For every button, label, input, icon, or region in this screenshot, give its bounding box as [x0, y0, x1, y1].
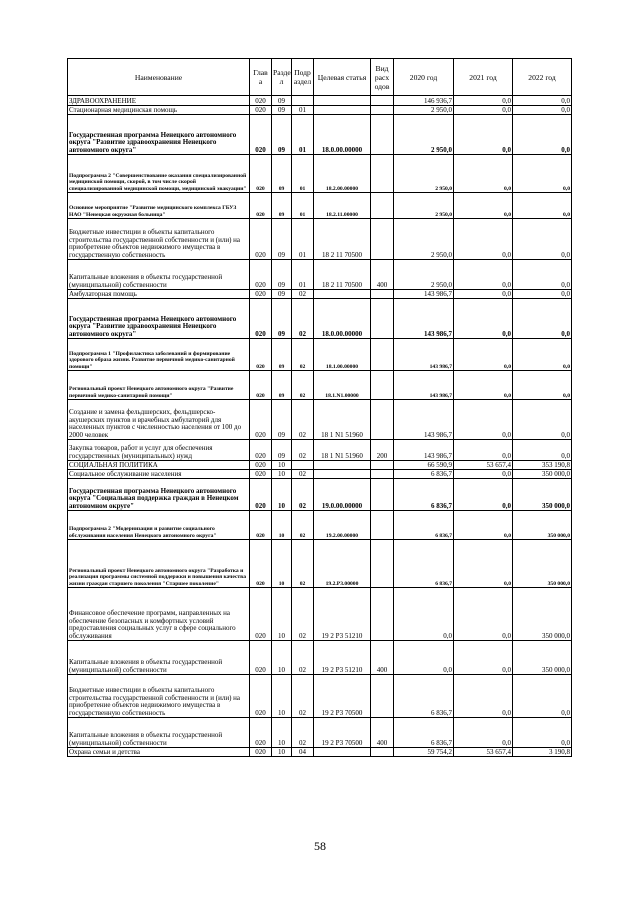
row-target-article: 18.0.00.00000	[314, 299, 371, 339]
row-subsection: 01	[292, 219, 314, 260]
row-value-2020: 59 754,2	[394, 748, 454, 757]
row-value-2022: 350 000,0	[513, 470, 572, 479]
row-name: Бюджетные инвестиции в объекты капитального строительства государственной собственности и (или) на приобретение объектов недвижимого имущества в государственную собственность	[68, 675, 250, 718]
row-name: Финансовое обеспечение программ, направленных на обеспечение безопасных и комфортных условий предоставления социальных услуг в сфере социального обслуживания	[68, 588, 250, 641]
row-name: Подпрограмма 2 "Модернизация и развитие социального обслуживания населения Ненецкого автономного округа"	[68, 511, 250, 540]
row-subsection: 02	[292, 641, 314, 675]
row-value-2021: 0,0	[454, 193, 513, 219]
row-expense-type	[371, 290, 394, 299]
table-row	[68, 641, 572, 675]
row-value-2022: 0,0	[513, 440, 572, 461]
row-subsection: 02	[292, 371, 314, 400]
row-chapter: 020	[250, 96, 272, 106]
row-subsection: 01	[292, 115, 314, 155]
header-year-2020: 2020 год	[394, 59, 454, 96]
row-subsection: 02	[292, 718, 314, 748]
row-chapter: 020	[250, 479, 272, 511]
row-target-article	[314, 748, 371, 757]
row-section: 09	[272, 290, 292, 299]
table-row	[68, 440, 572, 461]
row-value-2020: 143 986,7	[394, 339, 454, 371]
table-row	[68, 106, 572, 115]
table-row	[68, 260, 572, 290]
row-name: Бюджетные инвестиции в объекты капитального строительства государственной собственности и (или) на приобретение объектов недвижимого имущества в государственную собственность	[68, 219, 250, 260]
row-name: Охрана семьи и детства	[68, 748, 250, 757]
row-value-2020: 0,0	[394, 641, 454, 675]
row-expense-type	[371, 470, 394, 479]
row-value-2022: 0,0	[513, 106, 572, 115]
header-year-2021: 2021 год	[454, 59, 513, 96]
row-value-2022: 350 000,0	[513, 479, 572, 511]
row-value-2020: 6 836,7	[394, 511, 454, 540]
row-section: 09	[272, 260, 292, 290]
row-value-2021: 0,0	[454, 718, 513, 748]
row-value-2020: 6 836,7	[394, 718, 454, 748]
row-name: Подпрограмма 2 "Совершенствование оказания специализированной медицинской помощи, скорой, в том числе скорой специализированной медицинской помощи, медицинской эвакуации"	[68, 155, 250, 193]
row-subsection: 02	[292, 511, 314, 540]
row-section: 10	[272, 461, 292, 470]
row-value-2022: 0,0	[513, 339, 572, 371]
row-target-article: 19 2 P3 51210	[314, 588, 371, 641]
row-expense-type	[371, 588, 394, 641]
row-target-article: 18.2.00.00000	[314, 155, 371, 193]
row-expense-type	[371, 400, 394, 440]
header-name: Наименование	[68, 59, 250, 96]
row-expense-type	[371, 193, 394, 219]
row-chapter: 020	[250, 339, 272, 371]
row-value-2020: 2 950,0	[394, 155, 454, 193]
row-value-2022: 0,0	[513, 299, 572, 339]
row-value-2021: 0,0	[454, 479, 513, 511]
row-name: Капитальные вложения в объекты государственной (муниципальной) собственности	[68, 641, 250, 675]
row-target-article: 18.1.00.00000	[314, 339, 371, 371]
row-expense-type	[371, 748, 394, 757]
row-chapter: 020	[250, 440, 272, 461]
row-value-2022: 0,0	[513, 400, 572, 440]
row-subsection: 02	[292, 470, 314, 479]
row-value-2020: 0,0	[394, 588, 454, 641]
row-value-2022: 0,0	[513, 96, 572, 106]
row-value-2021: 53 657,4	[454, 748, 513, 757]
row-value-2022: 350 000,0	[513, 511, 572, 540]
row-value-2021: 0,0	[454, 339, 513, 371]
row-expense-type	[371, 371, 394, 400]
row-value-2020: 6 836,7	[394, 479, 454, 511]
row-target-article: 18.2.11.00000	[314, 193, 371, 219]
row-section: 09	[272, 155, 292, 193]
row-value-2022: 0,0	[513, 260, 572, 290]
row-value-2021: 0,0	[454, 219, 513, 260]
header-expense-type: Вид расх одов	[371, 59, 394, 96]
row-name: Закупка товаров, работ и услуг для обеспечения государственных (муниципальных) нужд	[68, 440, 250, 461]
table-row	[68, 461, 572, 470]
row-section: 09	[272, 371, 292, 400]
row-expense-type	[371, 106, 394, 115]
page-number: 58	[314, 839, 326, 853]
row-value-2020: 143 986,7	[394, 400, 454, 440]
row-expense-type	[371, 461, 394, 470]
table-row	[68, 339, 572, 371]
row-name: Амбулаторная помощь	[68, 290, 250, 299]
row-subsection: 01	[292, 106, 314, 115]
row-expense-type: 400	[371, 260, 394, 290]
table-body	[68, 96, 572, 757]
row-target-article: 18 2 11 70500	[314, 260, 371, 290]
row-value-2020: 146 936,7	[394, 96, 454, 106]
row-target-article: 19 2 P3 70500	[314, 675, 371, 718]
row-value-2022: 0,0	[513, 371, 572, 400]
row-name: Региональный проект Ненецкого автономного округа "Развитие первичной медико-санитарной помощи"	[68, 371, 250, 400]
table-row	[68, 588, 572, 641]
row-target-article: 18 1 N1 51960	[314, 440, 371, 461]
row-value-2020: 2 950,0	[394, 106, 454, 115]
row-value-2022: 0,0	[513, 193, 572, 219]
row-expense-type	[371, 675, 394, 718]
row-name: Подпрограмма 1 "Профилактика заболеваний и формирование здорового образа жизни. Развитие первичной медико-санитарной помощи"	[68, 339, 250, 371]
row-chapter: 020	[250, 106, 272, 115]
row-value-2021: 0,0	[454, 96, 513, 106]
row-value-2021: 0,0	[454, 106, 513, 115]
row-section: 09	[272, 400, 292, 440]
row-chapter: 020	[250, 193, 272, 219]
row-value-2020: 143 986,7	[394, 299, 454, 339]
row-target-article: 19.2.P3.00000	[314, 540, 371, 588]
row-value-2021: 0,0	[454, 588, 513, 641]
row-section: 09	[272, 106, 292, 115]
row-target-article	[314, 290, 371, 299]
row-value-2022: 0,0	[513, 718, 572, 748]
row-expense-type	[371, 511, 394, 540]
table-row	[68, 155, 572, 193]
row-value-2022: 353 190,8	[513, 461, 572, 470]
header-target-article: Целевая статья	[314, 59, 371, 96]
row-name: Стационарная медицинская помощь	[68, 106, 250, 115]
row-value-2020: 143 986,7	[394, 290, 454, 299]
row-value-2022: 350 000,0	[513, 641, 572, 675]
row-chapter: 020	[250, 115, 272, 155]
row-subsection: 02	[292, 339, 314, 371]
row-value-2021: 0,0	[454, 470, 513, 479]
row-value-2022: 0,0	[513, 115, 572, 155]
row-section: 10	[272, 540, 292, 588]
table-row	[68, 219, 572, 260]
header-year-2022: 2022 год	[513, 59, 572, 96]
row-name: Капитальные вложения в объекты государственной (муниципальной) собственности	[68, 260, 250, 290]
row-value-2020: 6 836,7	[394, 470, 454, 479]
row-section: 10	[272, 675, 292, 718]
row-expense-type	[371, 339, 394, 371]
row-subsection: 02	[292, 290, 314, 299]
row-expense-type	[371, 96, 394, 106]
row-expense-type	[371, 540, 394, 588]
row-section: 09	[272, 193, 292, 219]
row-expense-type	[371, 219, 394, 260]
row-section: 10	[272, 479, 292, 511]
row-target-article: 19.0.00.00000	[314, 479, 371, 511]
budget-table	[67, 58, 572, 757]
row-target-article: 19.2.00.00000	[314, 511, 371, 540]
row-chapter: 020	[250, 400, 272, 440]
row-value-2022: 350 000,0	[513, 540, 572, 588]
row-value-2021: 0,0	[454, 371, 513, 400]
row-section: 09	[272, 115, 292, 155]
row-target-article: 18 1 N1 51960	[314, 400, 371, 440]
row-section: 10	[272, 641, 292, 675]
row-name: СОЦИАЛЬНАЯ ПОЛИТИКА	[68, 461, 250, 470]
header-subsection: Подр аздел	[292, 59, 314, 96]
row-target-article: 18.0.00.00000	[314, 115, 371, 155]
row-chapter: 020	[250, 675, 272, 718]
row-value-2021: 0,0	[454, 260, 513, 290]
row-value-2020: 143 986,7	[394, 371, 454, 400]
table-row	[68, 290, 572, 299]
row-subsection	[292, 96, 314, 106]
row-value-2020: 2 950,0	[394, 219, 454, 260]
row-chapter: 020	[250, 299, 272, 339]
row-name: Основное мероприятие "Развитие медицинского комплекса ГБУЗ НАО "Ненецкая окружная больница"	[68, 193, 250, 219]
row-subsection: 02	[292, 675, 314, 718]
table-row	[68, 299, 572, 339]
row-chapter: 020	[250, 461, 272, 470]
row-name: ЗДРАВООХРАНЕНИЕ	[68, 96, 250, 106]
row-name: Региональный проект Ненецкого автономного округа "Разработка и реализация программы системной поддержки и повышения качества жизни граждан старшего поколения "Старшее поколение"	[68, 540, 250, 588]
table-row	[68, 96, 572, 106]
row-section: 09	[272, 440, 292, 461]
row-expense-type: 400	[371, 641, 394, 675]
row-target-article	[314, 96, 371, 106]
table-row	[68, 400, 572, 440]
row-subsection: 02	[292, 588, 314, 641]
row-target-article	[314, 470, 371, 479]
table-row	[68, 470, 572, 479]
row-value-2021: 0,0	[454, 400, 513, 440]
row-expense-type	[371, 155, 394, 193]
row-subsection: 02	[292, 299, 314, 339]
row-section: 10	[272, 511, 292, 540]
row-subsection	[292, 461, 314, 470]
row-target-article: 18 2 11 70500	[314, 219, 371, 260]
row-value-2022: 0,0	[513, 290, 572, 299]
row-value-2021: 0,0	[454, 511, 513, 540]
row-subsection: 02	[292, 440, 314, 461]
row-section: 10	[272, 470, 292, 479]
row-section: 09	[272, 339, 292, 371]
row-value-2021: 0,0	[454, 115, 513, 155]
row-target-article: 19 2 P3 51210	[314, 641, 371, 675]
row-subsection: 01	[292, 193, 314, 219]
table-row	[68, 675, 572, 718]
row-section: 09	[272, 219, 292, 260]
row-value-2021: 53 657,4	[454, 461, 513, 470]
row-section: 10	[272, 588, 292, 641]
row-value-2021: 0,0	[454, 290, 513, 299]
row-value-2021: 0,0	[454, 641, 513, 675]
row-value-2021: 0,0	[454, 675, 513, 718]
row-chapter: 020	[250, 540, 272, 588]
row-name: Социальное обслуживание населения	[68, 470, 250, 479]
table-row	[68, 540, 572, 588]
row-target-article: 18.1.N1.00000	[314, 371, 371, 400]
table-row	[68, 479, 572, 511]
header-section: Разде л	[272, 59, 292, 96]
row-value-2020: 143 986,7	[394, 440, 454, 461]
row-expense-type	[371, 299, 394, 339]
table-row	[68, 371, 572, 400]
table-row	[68, 115, 572, 155]
row-value-2020: 6 836,7	[394, 540, 454, 588]
row-expense-type: 200	[371, 440, 394, 461]
row-value-2020: 2 950,0	[394, 115, 454, 155]
row-value-2022: 350 000,0	[513, 588, 572, 641]
row-value-2022: 0,0	[513, 155, 572, 193]
row-section: 09	[272, 299, 292, 339]
row-subsection: 02	[292, 540, 314, 588]
row-expense-type	[371, 115, 394, 155]
row-value-2022: 3 190,8	[513, 748, 572, 757]
row-target-article: 19 2 P3 70500	[314, 718, 371, 748]
row-value-2021: 0,0	[454, 299, 513, 339]
row-name: Государственная программа Ненецкого автономного округа "Социальная поддержка граждан в Ненецком автономном округе"	[68, 479, 250, 511]
row-value-2022: 0,0	[513, 219, 572, 260]
row-value-2022: 0,0	[513, 675, 572, 718]
row-expense-type	[371, 479, 394, 511]
row-target-article	[314, 461, 371, 470]
row-chapter: 020	[250, 371, 272, 400]
row-expense-type: 400	[371, 718, 394, 748]
row-subsection: 02	[292, 479, 314, 511]
row-chapter: 020	[250, 641, 272, 675]
row-value-2020: 2 950,0	[394, 193, 454, 219]
row-chapter: 020	[250, 155, 272, 193]
row-value-2021: 0,0	[454, 440, 513, 461]
row-chapter: 020	[250, 290, 272, 299]
row-value-2020: 66 590,9	[394, 461, 454, 470]
header-chapter: Глав а	[250, 59, 272, 96]
table-row	[68, 193, 572, 219]
row-name: Капитальные вложения в объекты государственной (муниципальной) собственности	[68, 718, 250, 748]
row-section: 10	[272, 748, 292, 757]
row-section: 09	[272, 96, 292, 106]
row-name: Государственная программа Ненецкого автономного округа "Развитие здравоохранения Ненецкого автономного округа"	[68, 115, 250, 155]
row-chapter: 020	[250, 260, 272, 290]
table-row	[68, 748, 572, 757]
row-chapter: 020	[250, 718, 272, 748]
table-header-row	[68, 59, 572, 96]
row-chapter: 020	[250, 588, 272, 641]
row-subsection: 02	[292, 400, 314, 440]
row-value-2021: 0,0	[454, 155, 513, 193]
row-chapter: 020	[250, 748, 272, 757]
row-chapter: 020	[250, 219, 272, 260]
row-subsection: 04	[292, 748, 314, 757]
row-subsection: 01	[292, 155, 314, 193]
row-section: 10	[272, 718, 292, 748]
row-value-2020: 6 836,7	[394, 675, 454, 718]
table-row	[68, 718, 572, 748]
row-target-article	[314, 106, 371, 115]
table-row	[68, 511, 572, 540]
row-name: Создание и замена фельдшерских, фельдшерско-акушерских пунктов и врачебных амбулаторий для населенных пунктов с численностью населения от 100 до 2000 человек	[68, 400, 250, 440]
row-value-2021: 0,0	[454, 540, 513, 588]
row-chapter: 020	[250, 511, 272, 540]
row-name: Государственная программа Ненецкого автономного округа "Развитие здравоохранения Ненецкого автономного округа"	[68, 299, 250, 339]
row-value-2020: 2 950,0	[394, 260, 454, 290]
row-chapter: 020	[250, 470, 272, 479]
row-subsection: 01	[292, 260, 314, 290]
